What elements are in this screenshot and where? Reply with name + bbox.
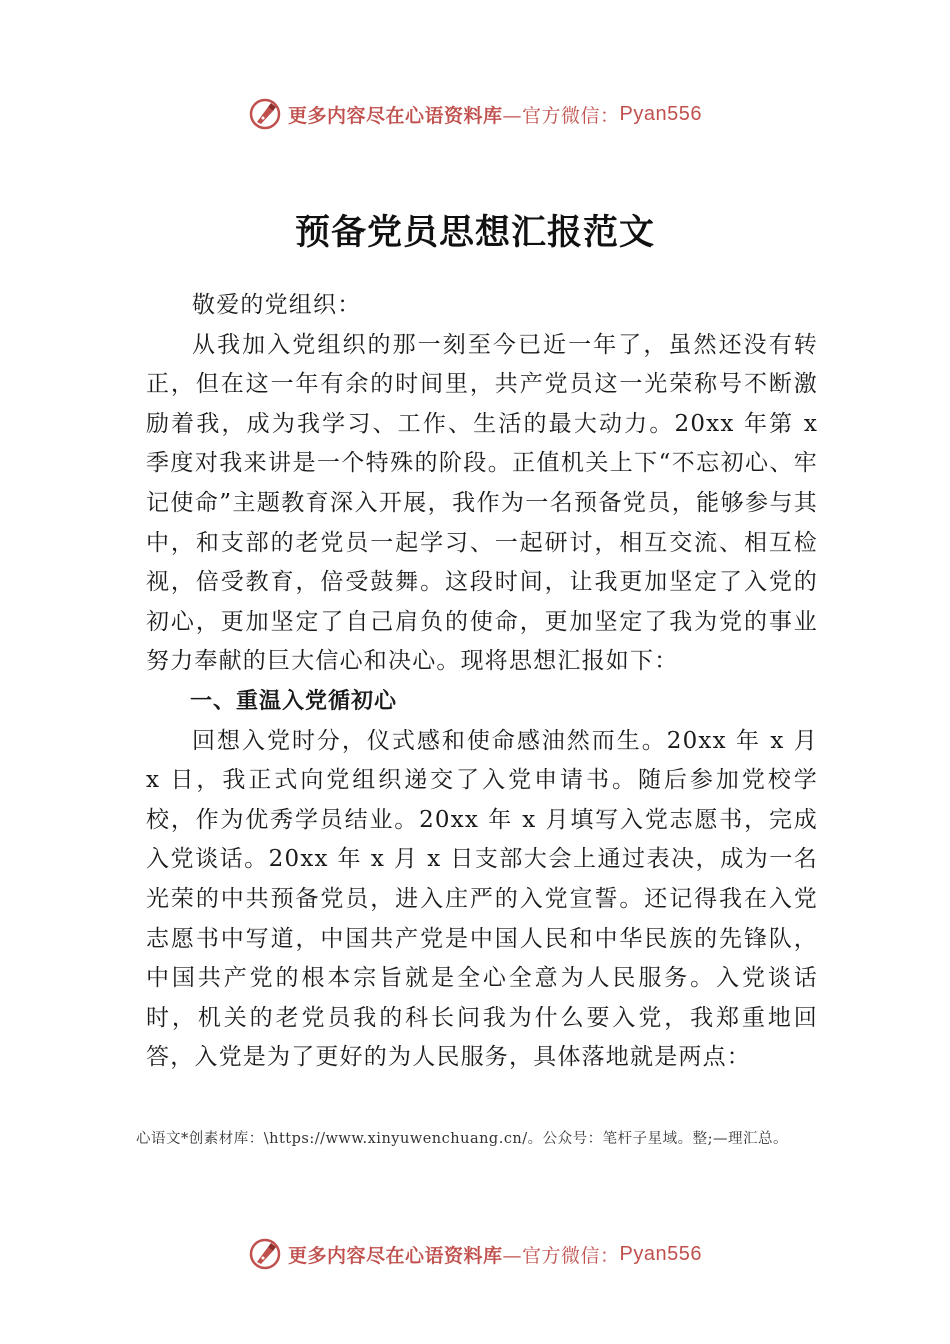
wechat-id: Pyan556	[619, 1242, 702, 1265]
source-footnote: 心语文*创素材库：\https://www.xinyuwenchuang.cn/。公众号：笔杆子星域。整;—理汇总。	[136, 1131, 789, 1147]
wechat-label: —官方微信：	[502, 1244, 620, 1267]
paragraph-1: 从我加入党组织的那一刻至今已近一年了，虽然还没有转正，但在这一年有余的时间里，共产党员这一光荣称号不断激励着我，成为我学习、工作、生活的最大动力。20xx 年第 x 季度对我来讲是一个特殊的阶段。正值机关上下“不忘初心、牢记使命”主题教育深入开展，我作为一名预备党员，能够参与其中，和支部的老党员一起学习、一起研讨，相互交流、相互检视，倍受教育，倍受鼓舞。这段时间，让我更加坚定了入党的初心，更加坚定了自己肩负的使命，更加坚定了我为党的事业努力奉献的巨大信心和决心。现将思想汇报如下：	[146, 331, 818, 675]
wechat-label: —官方微信：	[502, 104, 620, 127]
wechat-id: Pyan556	[619, 102, 702, 125]
document-title: 预备党员思想汇报范文	[294, 213, 655, 253]
pen-nib-logo-icon	[248, 1237, 282, 1271]
footer-watermark-banner	[0, 1234, 950, 1274]
header-watermark-banner	[0, 94, 950, 134]
salutation: 敬爱的党组织：	[192, 292, 362, 318]
paragraph-2: 回想入党时分，仪式感和使命感油然而生。20xx 年 x 月 x 日，我正式向党组织递交了入党申请书。随后参加党校学校，作为优秀学员结业。20xx 年 x 月填写入党志愿书，完成入党谈话。20xx 年 x 月 x 日支部大会上通过表决，成为一名光荣的中共预备党员，进入庄严的入党宣誓。还记得我在入党志愿书中写道，中国共产党是中国人民和中华民族的先锋队，中国共产党的根本宗旨就是全心全意为人民服务。入党谈话时，机关的老党员我的科长问我为什么要入党，我郑重地回答，入党是为了更好的为人民服务，具体落地就是两点：	[146, 727, 818, 1071]
brand-text: 更多内容尽在心语资料库	[288, 104, 503, 127]
pen-nib-logo-icon	[248, 97, 282, 131]
section-1-heading: 一、重温入党循初心	[190, 688, 398, 714]
brand-text: 更多内容尽在心语资料库	[288, 1244, 503, 1267]
document-body	[146, 286, 818, 1078]
